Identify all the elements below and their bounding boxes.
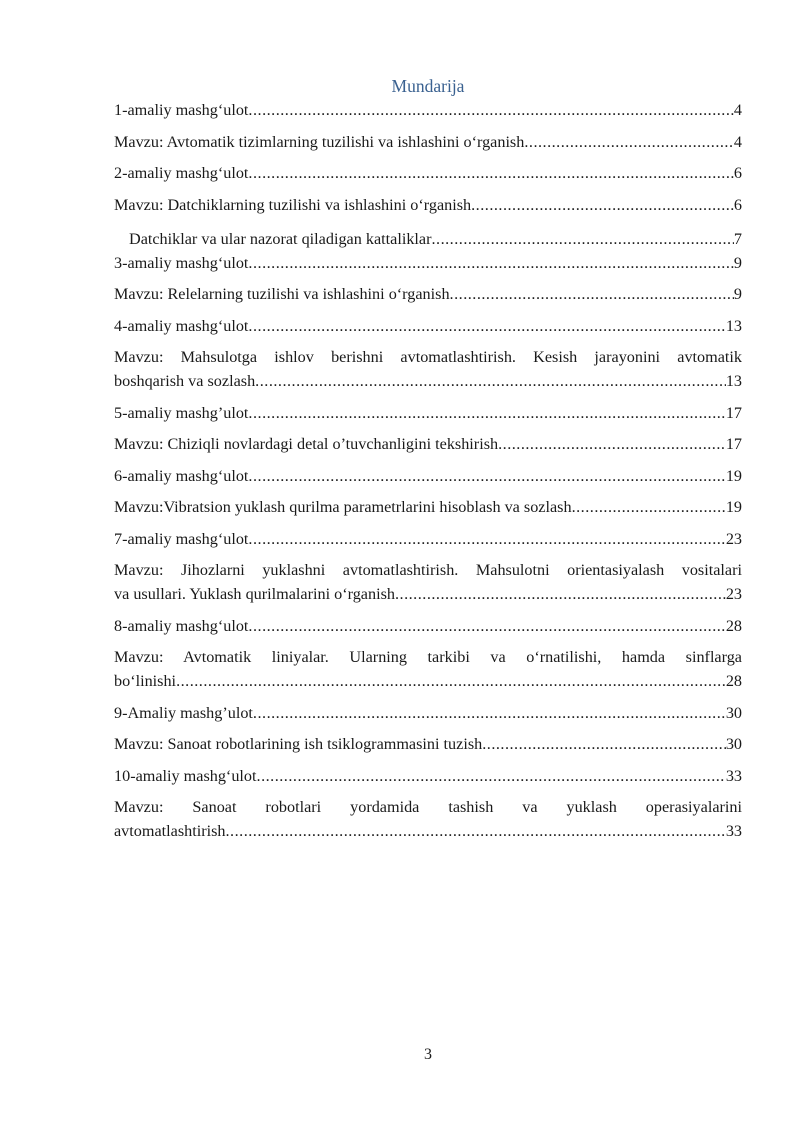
toc-entry[interactable]: [114, 614, 742, 638]
toc-entry-text: 6-amaliy mashg‘ulot: [114, 466, 249, 485]
toc-entry-text: va usullari. Yuklash qurilmalarini o‘rganish: [114, 585, 395, 603]
dot-leader: [248, 527, 725, 551]
toc-entry[interactable]: [114, 130, 742, 154]
toc-entry-page: 28: [725, 616, 742, 635]
toc-entry[interactable]: [114, 227, 742, 251]
dot-leader: [524, 130, 734, 154]
toc-entry-text: 1-amaliy mashg‘ulot: [114, 101, 249, 119]
toc-entry-text: 2-amaliy mashg‘ulot: [114, 164, 249, 182]
dot-leader: [248, 251, 733, 275]
dot-leader: [248, 161, 733, 185]
toc-entry[interactable]: [114, 464, 742, 488]
toc-entry-text-line: Mavzu: Sanoat robotlari yordamida tashish va yuklash operasiyalarini: [114, 798, 742, 816]
toc-entry-text: 7-amaliy mashg‘ulot: [114, 529, 249, 548]
toc-entry-page: 4: [733, 101, 742, 119]
toc-entry-page: 33: [725, 822, 742, 840]
page-number: 3: [424, 1046, 432, 1063]
toc-entry-text: 9-Amaliy mashg’ulot: [114, 703, 253, 722]
dot-leader: [257, 764, 726, 788]
toc-entry-text: 8-amaliy mashg‘ulot: [114, 616, 249, 635]
toc-entry-text-line: Mavzu: Mahsulotga ishlov berishni avtomatlashtirish. Kesish jarayonini avtomatik: [114, 348, 742, 366]
toc-entry-page: 7: [733, 229, 742, 248]
toc-entry-page: 23: [725, 585, 742, 603]
toc-entry-page: 9: [733, 253, 742, 272]
toc-entry-page: 23: [725, 529, 742, 548]
dot-leader: [450, 282, 734, 306]
toc-entry[interactable]: [114, 98, 742, 122]
toc-entry-page: 9: [733, 285, 742, 303]
toc-entry[interactable]: [114, 345, 742, 393]
toc-entry-text: bo‘linishi: [114, 672, 177, 690]
toc-entry-text: 5-amaliy mashg’ulot: [114, 403, 249, 422]
toc-entry-page: 13: [725, 316, 742, 335]
toc-entry[interactable]: [114, 282, 742, 306]
toc-entry-page: 30: [725, 735, 742, 753]
toc-entry-text: Mavzu: Sanoat robotlarining ish tsiklogrammasini tuzish: [114, 735, 483, 753]
dot-leader: [226, 819, 726, 843]
dot-leader: [255, 369, 726, 393]
table-of-contents: [114, 98, 742, 851]
toc-entry-text: 10-amaliy mashg‘ulot: [114, 766, 257, 785]
toc-entry-text: Mavzu: Chiziqli novlardagi detal o’tuvchanligini tekshirish: [114, 435, 499, 453]
dot-leader: [248, 314, 725, 338]
toc-entry-text: Datchiklar va ular nazorat qiladigan kattaliklar: [129, 229, 432, 248]
toc-entry-page: 19: [725, 466, 742, 485]
toc-entry[interactable]: [114, 732, 742, 756]
toc-entry-page: 28: [725, 672, 742, 690]
toc-entry-page: 33: [725, 766, 742, 785]
toc-entry[interactable]: [114, 401, 742, 425]
toc-entry[interactable]: [114, 251, 742, 275]
toc-entry[interactable]: [114, 645, 742, 693]
toc-entry-page: 17: [725, 403, 742, 422]
toc-entry[interactable]: [114, 795, 742, 843]
dot-leader: [471, 193, 734, 217]
toc-entry-page: 19: [725, 498, 742, 516]
toc-entry[interactable]: [114, 558, 742, 606]
dot-leader: [253, 701, 726, 725]
toc-entry-text: Mavzu: Datchiklarning tuzilishi va ishlashini o‘rganish: [114, 195, 472, 214]
toc-entry-text-line: Mavzu: Jihozlarni yuklashni avtomatlashtirish. Mahsulotni orientasiyalash vositalari: [114, 561, 742, 579]
toc-entry[interactable]: [114, 527, 742, 551]
dot-leader: [176, 669, 726, 693]
dot-leader: [482, 732, 726, 756]
dot-leader: [248, 98, 733, 122]
toc-entry-text: Mavzu: Avtomatik tizimlarning tuzilishi va ishlashini o‘rganish: [114, 132, 525, 151]
toc-entry-page: 4: [733, 132, 742, 151]
toc-entry-page: 30: [725, 703, 742, 722]
toc-entry[interactable]: [114, 495, 742, 519]
toc-entry-text: Mavzu: Relelarning tuzilishi va ishlashini o‘rganish: [114, 285, 450, 303]
toc-entry-text: 3-amaliy mashg‘ulot: [114, 253, 249, 272]
dot-leader: [248, 614, 725, 638]
toc-title: Mundarija: [391, 76, 465, 96]
dot-leader: [498, 432, 726, 456]
toc-entry-text: Mavzu:Vibratsion yuklash qurilma parametrlarini hisoblash va sozlash: [114, 498, 572, 516]
toc-entry[interactable]: [114, 432, 742, 456]
toc-entry[interactable]: [114, 764, 742, 788]
toc-entry[interactable]: [114, 193, 742, 217]
dot-leader: [395, 582, 726, 606]
dot-leader: [572, 495, 726, 519]
toc-entry[interactable]: [114, 701, 742, 725]
toc-entry-page: 13: [725, 372, 742, 390]
toc-entry-text: 4-amaliy mashg‘ulot: [114, 316, 249, 335]
toc-entry-page: 6: [733, 164, 742, 182]
dot-leader: [248, 401, 725, 425]
dot-leader: [431, 227, 733, 251]
toc-entry-text: boshqarish va sozlash: [114, 372, 256, 390]
toc-entry[interactable]: [114, 314, 742, 338]
toc-entry-page: 17: [725, 435, 742, 453]
toc-entry-text-line: Mavzu: Avtomatik liniyalar. Ularning tarkibi va o‘rnatilishi, hamda sinflarga: [114, 648, 742, 666]
toc-entry[interactable]: [114, 161, 742, 185]
dot-leader: [248, 464, 725, 488]
toc-entry-page: 6: [733, 195, 742, 214]
toc-entry-text: avtomatlashtirish: [114, 822, 226, 840]
